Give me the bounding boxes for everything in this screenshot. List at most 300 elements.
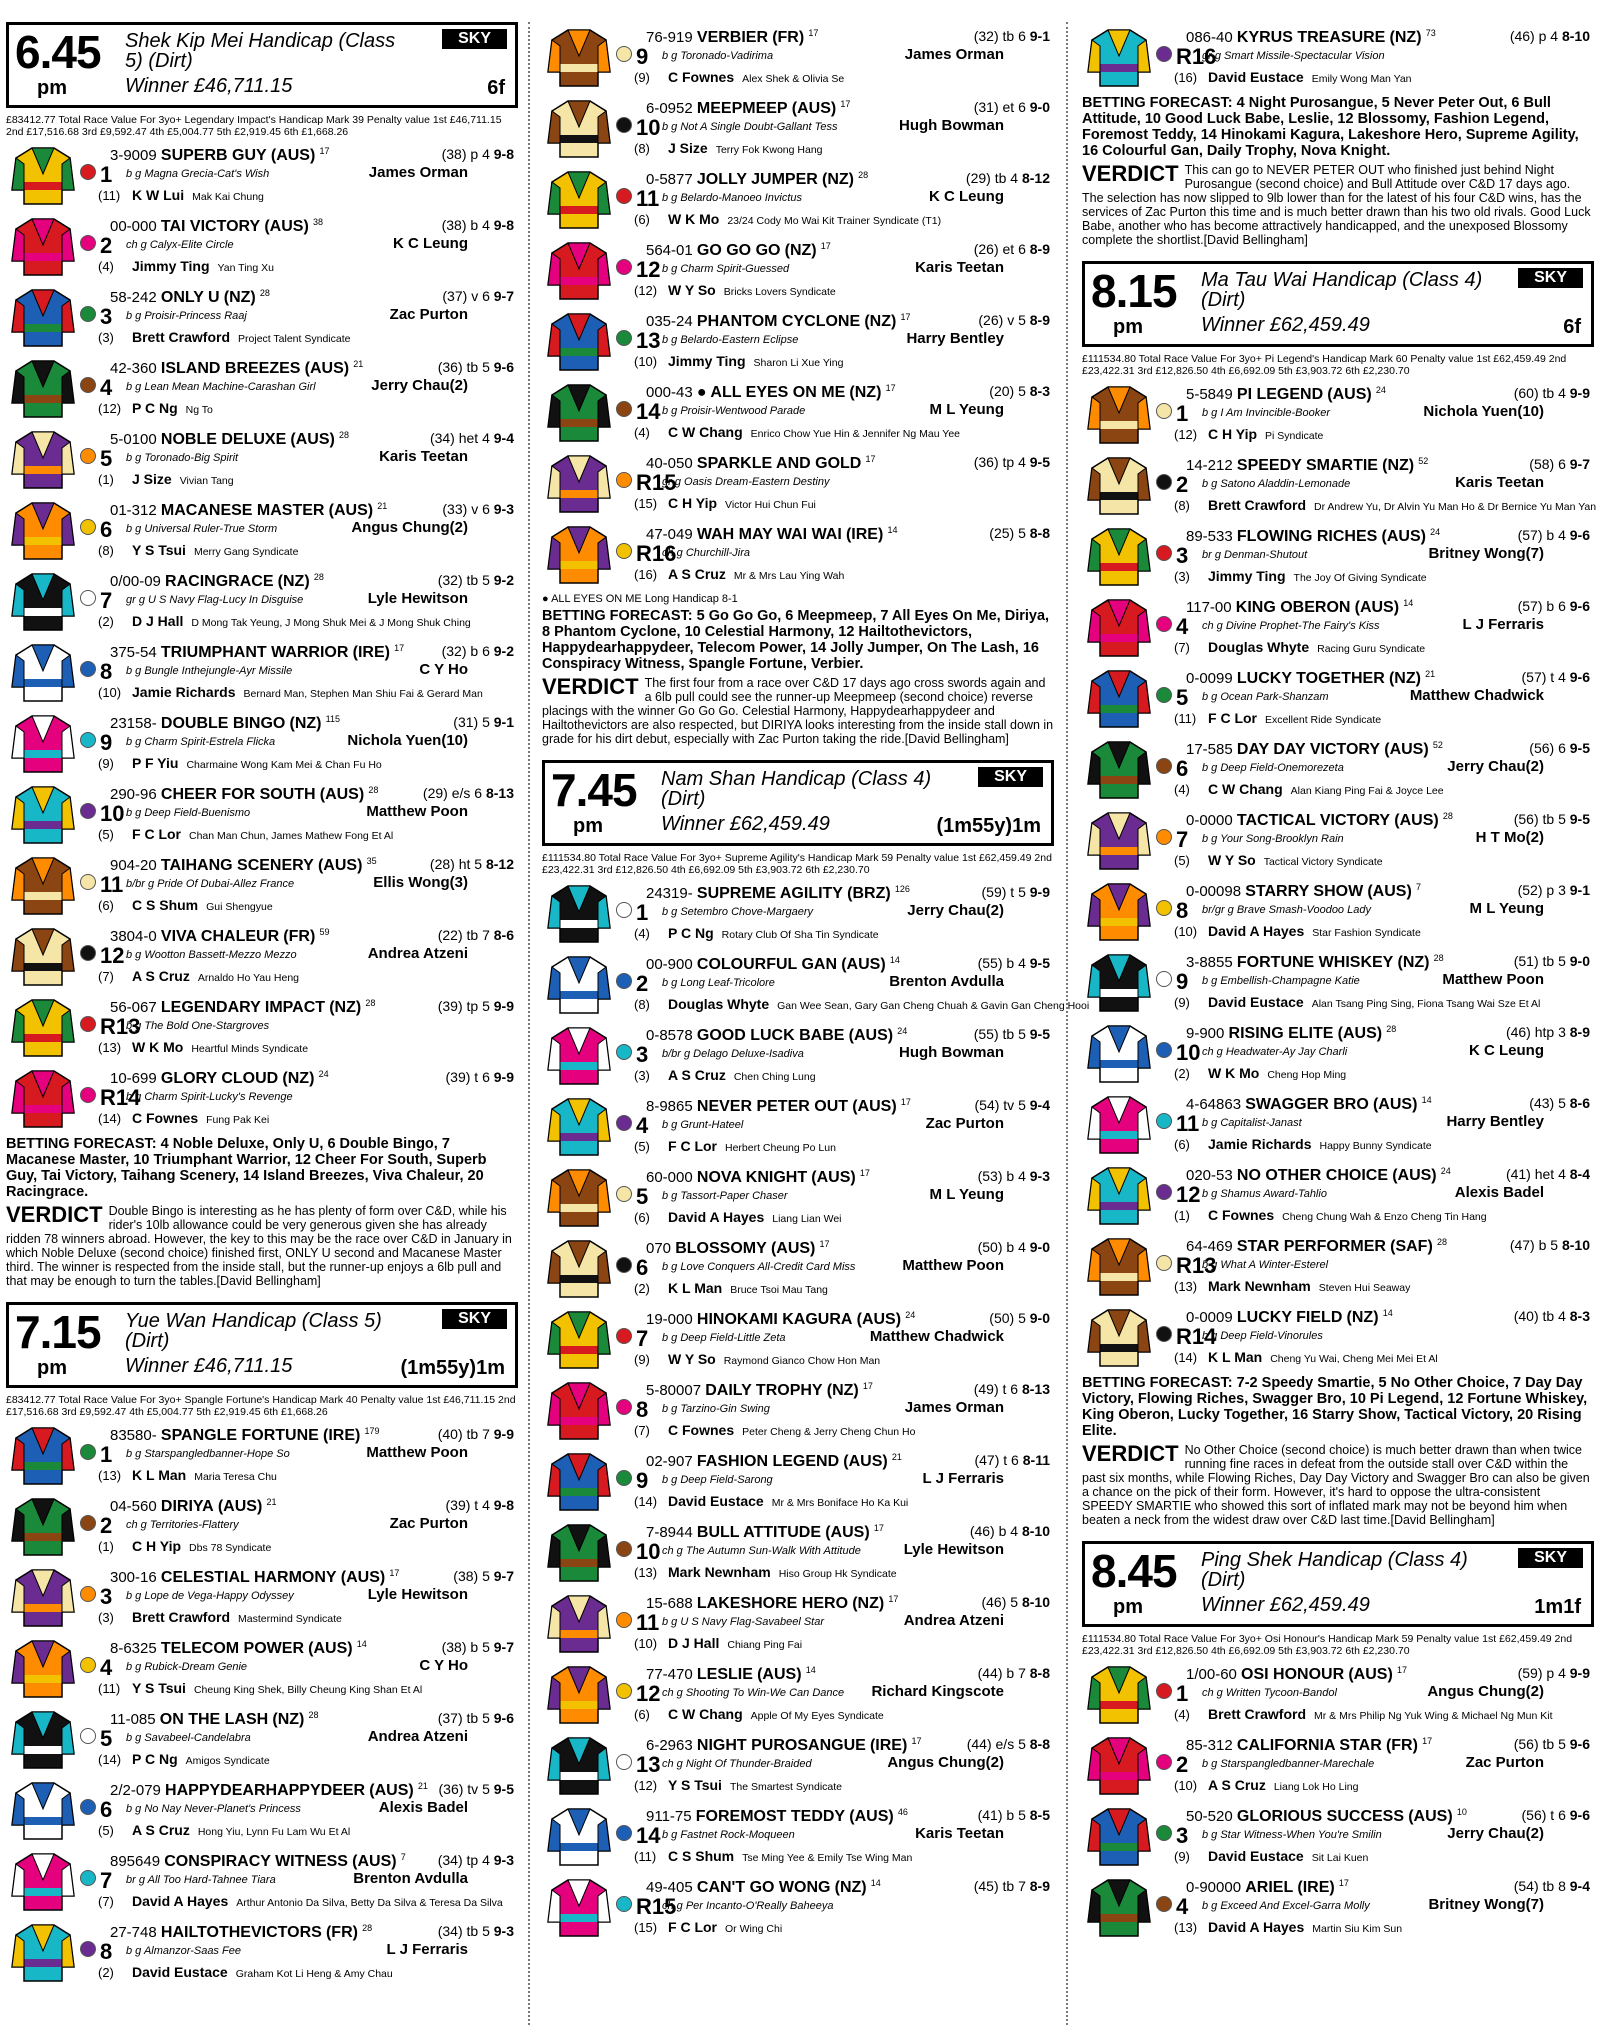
- cap-icon: [616, 472, 632, 488]
- runner-age-gear: tb 4: [1542, 385, 1566, 401]
- runner-form-line: [110, 1069, 329, 1088]
- verdict-text: Double Bingo is interesting as he has plenty of form over C&D, while his rider's 10lb allowance could be very generous given she has already ridden 78 winners abroad. However, the key to this may be the race over C&D in January in which Noble Deluxe (second choice) finished first, ONLY U second and Macanese Master third. The winner is respected from the inside stall, but the runner-up enjoys a 6lb pull and that may be enough to turn the tables.[David Bellingham]: [6, 1204, 512, 1288]
- jockey-silks-icon: [1084, 383, 1154, 445]
- runner-rating: (54): [974, 1097, 1000, 1113]
- runner-owner: Liang Lok Ho Ling: [1273, 1781, 1359, 1793]
- runner-number: 11: [636, 186, 660, 211]
- runner-trainer-line: [668, 1706, 884, 1722]
- cap-icon: [616, 188, 632, 204]
- verdict: [542, 676, 1054, 746]
- runner-form-line: [646, 383, 896, 402]
- runner-weight: 9-2: [493, 572, 514, 588]
- runner-rating-line: [1529, 456, 1590, 472]
- jockey-silks-icon: [1084, 1022, 1154, 1084]
- cap-icon: [80, 945, 96, 961]
- runner-number: 6: [100, 517, 113, 542]
- runner-owner: Hiso Group Hk Syndicate: [778, 1568, 897, 1580]
- jockey-silks-icon: [1084, 454, 1154, 516]
- runner-form: 020-53: [1186, 1167, 1233, 1184]
- runner-form-line: [110, 714, 340, 733]
- runner-owner: The Smartest Syndicate: [729, 1781, 843, 1793]
- runner-rating-line: [1514, 1308, 1590, 1324]
- runner-weight: 9-9: [493, 998, 514, 1014]
- runner-number: 2: [1176, 472, 1189, 497]
- runner-form-line: [110, 501, 387, 520]
- runner-trainer-line: [1208, 639, 1425, 655]
- runner-trainer: Y S Tsui: [132, 1680, 186, 1696]
- cap-icon: [1156, 474, 1172, 490]
- runner-rating-line: [442, 217, 514, 233]
- runner-country: (NZ): [852, 1595, 885, 1612]
- runner-form: 02-907: [646, 1453, 693, 1470]
- runner-form-line: [110, 927, 329, 946]
- runner-form-line: [1186, 1736, 1432, 1755]
- runner-days-since-run: 46: [897, 1807, 908, 1817]
- runner-row: [6, 353, 518, 424]
- runner-age-gear: 6: [1558, 740, 1566, 756]
- runner-breeding: b g Embellish-Champagne Katie: [1202, 975, 1360, 987]
- runner-age-gear: 5: [482, 714, 490, 730]
- runner-days-since-run: 28: [308, 1710, 319, 1720]
- runner-age-gear: tb 7: [466, 927, 490, 943]
- runner-breeding: b g Ocean Park-Shanzam: [1202, 691, 1329, 703]
- runner-draw: (12): [634, 283, 658, 298]
- runner-weight: 8-3: [1569, 1308, 1590, 1324]
- runner-days-since-run: 28: [858, 170, 869, 180]
- runner-form-line: [1186, 882, 1421, 901]
- runner-name: LAKESHORE HERO: [696, 1595, 849, 1612]
- runner-rating-line: [442, 643, 514, 659]
- runner-form-line: [1186, 385, 1386, 404]
- runner-trainer: F C Lor: [132, 826, 181, 842]
- race-distance: (1m55y)1m: [936, 815, 1041, 837]
- runner-draw: (6): [634, 1210, 650, 1225]
- runner-rating: (33): [442, 501, 468, 517]
- runner-rating-line: [423, 785, 514, 801]
- runner-name: ARIEL: [1245, 1879, 1294, 1896]
- runner-rating-line: [1510, 1237, 1590, 1253]
- sky-badge: SKY: [442, 1309, 507, 1329]
- runner-row: [542, 22, 1054, 93]
- runner-name: DIRIYA: [160, 1498, 214, 1515]
- runner-draw: (9): [634, 1352, 650, 1367]
- runner-breeding: b g Proisir-Princess Raaj: [126, 310, 247, 322]
- runner-weight: 9-1: [1029, 28, 1050, 44]
- runner-rating: (40): [437, 1426, 463, 1442]
- runner-breeding: ch g Calyx-Elite Circle: [126, 239, 234, 251]
- runner-jockey: Richard Kingscote: [871, 1683, 1004, 1700]
- runner-form: 0-0000: [1186, 812, 1233, 829]
- runner-number: 4: [100, 375, 113, 400]
- runner-form: 00-900: [646, 956, 693, 973]
- runner-country: (NZ): [1397, 954, 1430, 971]
- runner-trainer-line: [1208, 781, 1444, 797]
- runner-jockey: Brenton Avdulla: [889, 973, 1004, 990]
- runner-draw: (5): [98, 1823, 114, 1838]
- runner-rating-line: [1518, 882, 1590, 898]
- runner-form: 6-2963: [646, 1737, 693, 1754]
- jockey-silks-icon: [544, 953, 614, 1015]
- runner-draw: (2): [634, 1281, 650, 1296]
- runner-form-line: [1186, 1095, 1432, 1114]
- runner-breeding: b g Setembro Chove-Margaery: [662, 906, 814, 918]
- runner-trainer: W Y So: [668, 282, 716, 298]
- cap-icon: [80, 1799, 96, 1815]
- runner-age-gear: t 4: [1550, 669, 1566, 685]
- runner-draw: (12): [634, 1778, 658, 1793]
- runner-owner: Mak Kai Chung: [192, 191, 264, 203]
- runner-form-line: [110, 998, 375, 1017]
- runner-breeding: b g Long Leaf-Tricolore: [662, 977, 775, 989]
- runner-number: 10: [100, 801, 125, 826]
- runner-rating: (60): [1513, 385, 1539, 401]
- runner-rating-line: [442, 1639, 514, 1655]
- jockey-silks-icon: [1084, 1805, 1154, 1867]
- runner-weight: 9-6: [1569, 598, 1590, 614]
- runner-age-gear: t 5: [1010, 884, 1026, 900]
- runner-trainer-line: [668, 1493, 908, 1509]
- cap-icon: [616, 1186, 632, 1202]
- runner-jockey: James Orman: [368, 164, 468, 181]
- runner-jockey: Karis Teetan: [915, 1825, 1004, 1842]
- cap-icon: [80, 1941, 96, 1957]
- runner-row: [542, 164, 1054, 235]
- cap-icon: [616, 1683, 632, 1699]
- runner-rating-line: [974, 1452, 1050, 1468]
- runner-name: LUCKY FIELD: [1236, 1309, 1343, 1326]
- runner-rating-line: [974, 241, 1050, 257]
- runner-row: [1082, 1659, 1594, 1730]
- runner-jockey: Alexis Badel: [378, 1799, 468, 1816]
- runner-form: 3-8855: [1186, 954, 1233, 971]
- runner-draw: (2): [98, 614, 114, 629]
- runner-trainer: Jimmy Ting: [668, 353, 746, 369]
- runner-trainer-line: [1208, 1349, 1438, 1365]
- runner-days-since-run: 24: [1430, 527, 1441, 537]
- runner-name: MACANESE MASTER: [160, 502, 325, 519]
- runner-trainer-line: [1208, 69, 1412, 85]
- runner-form: 19-000: [646, 1311, 693, 1328]
- runner-jockey: Matthew Poon: [1442, 971, 1544, 988]
- cap-icon: [80, 306, 96, 322]
- runner-breeding: gr g Oasis Dream-Eastern Destiny: [662, 476, 830, 488]
- runner-row: [1082, 1302, 1594, 1373]
- runner-country: (AUS): [369, 1782, 414, 1799]
- runner-age-gear: b 6: [470, 643, 490, 659]
- verdict: [1082, 163, 1594, 247]
- runner-trainer: K L Man: [1208, 1349, 1263, 1365]
- race-name: Shek Kip Mei Handicap (Class 5) (Dirt): [125, 30, 396, 72]
- jockey-silks-icon: [8, 1637, 78, 1699]
- runner-row: [542, 519, 1054, 590]
- runner-owner: Bruce Tsoi Mau Tang: [730, 1284, 828, 1296]
- jockey-silks-icon: [544, 97, 614, 159]
- runner-form-line: [1186, 1166, 1451, 1185]
- runner-form: 40-050: [646, 455, 693, 472]
- runner-rating: (31): [973, 99, 999, 115]
- runner-jockey: Jerry Chau(2): [1447, 1825, 1544, 1842]
- runner-country: (NZ): [282, 1070, 315, 1087]
- runner-trainer: P C Ng: [668, 925, 714, 941]
- runner-form-line: [1186, 1308, 1393, 1327]
- runner-rating: (52): [1517, 882, 1543, 898]
- runner-number: 12: [636, 257, 661, 282]
- runner-rating: (57): [1517, 527, 1543, 543]
- runner-breeding: b g Starspangledbanner-Hope So: [126, 1448, 290, 1460]
- runner-breeding: b g Deep Field-Buenismo: [126, 807, 251, 819]
- runner-weight: 8-12: [1021, 170, 1050, 186]
- runner-trainer: A S Cruz: [132, 1822, 190, 1838]
- runner-form-line: [1186, 527, 1440, 546]
- runner-jockey: L J Ferraris: [922, 1470, 1004, 1487]
- jockey-silks-icon: [544, 1805, 614, 1867]
- jockey-silks-icon: [544, 882, 614, 944]
- runner-age-gear: v 5: [1007, 312, 1026, 328]
- cap-icon: [616, 1470, 632, 1486]
- runner-age-gear: tv 5: [467, 1781, 490, 1797]
- runner-jockey: Matthew Poon: [366, 1444, 468, 1461]
- runner-weight: 9-9: [1569, 1665, 1590, 1681]
- runner-breeding: b g Star Witness-When You're Smilin: [1202, 1829, 1382, 1841]
- jockey-silks-icon: [8, 1850, 78, 1912]
- runner-country: (NZ): [822, 171, 854, 188]
- runner-trainer: David Eustace: [1208, 1848, 1304, 1864]
- runner-number: 9: [100, 730, 113, 755]
- runner-owner: Herbert Cheung Po Lun: [725, 1142, 836, 1154]
- runner-number: R16: [636, 541, 677, 566]
- cap-icon: [616, 543, 632, 559]
- runner-age-gear: 5: [1018, 1310, 1026, 1326]
- runner-weight: 9-6: [1569, 1807, 1590, 1823]
- runner-name: FASHION LEGEND: [696, 1453, 840, 1470]
- runner-name: LEGENDARY IMPACT: [160, 999, 326, 1016]
- runner-form: 10-699: [110, 1070, 157, 1087]
- runner-form-line: [646, 1239, 830, 1258]
- runner-country: (NZ): [329, 999, 362, 1016]
- runner-trainer: C H Yip: [1208, 426, 1258, 442]
- runner-country: (NZ): [1388, 670, 1421, 687]
- runner-number: 6: [636, 1255, 649, 1280]
- runner-weight: 9-0: [1029, 99, 1050, 115]
- runner-trainer-line: [668, 996, 1089, 1012]
- runner-row: [542, 1233, 1054, 1304]
- runner-name: VERBIER: [696, 29, 769, 46]
- jockey-silks-icon: [8, 1921, 78, 1983]
- jockey-silks-icon: [1084, 738, 1154, 800]
- runner-breeding: b g Love Conquers All-Credit Card Miss: [662, 1261, 856, 1273]
- jockey-silks-icon: [1084, 1164, 1154, 1226]
- cap-icon: [1156, 403, 1172, 419]
- runner-breeding: b g Tarzino-Gin Swing: [662, 1403, 770, 1415]
- runner-days-since-run: 17: [1338, 1878, 1349, 1888]
- runner-draw: (14): [98, 1111, 122, 1126]
- jockey-silks-icon: [1084, 525, 1154, 587]
- runner-form: 290-96: [110, 786, 157, 803]
- runner-trainer: David A Hayes: [132, 1893, 229, 1909]
- runner-jockey: C Y Ho: [419, 1657, 468, 1674]
- runner-form: 5-80007: [646, 1382, 702, 1399]
- runner-rating-line: [438, 1426, 514, 1442]
- runner-name: COLOURFUL GAN: [696, 956, 838, 973]
- runner-number: R14: [1176, 1324, 1217, 1349]
- runner-weight: 8-3: [1029, 383, 1050, 399]
- runner-owner: Happy Bunny Syndicate: [1319, 1140, 1432, 1152]
- runner-row: [1082, 592, 1594, 663]
- runner-form-line: [646, 1310, 915, 1329]
- runner-trainer: W Y So: [1208, 852, 1256, 868]
- runner-row: [1082, 1160, 1594, 1231]
- runner-weight: 9-7: [493, 1568, 514, 1584]
- cap-icon: [1156, 545, 1172, 561]
- runner-form: 2/2-079: [110, 1782, 161, 1799]
- runner-weight: 9-9: [1569, 385, 1590, 401]
- prize-breakdown: £111534.80 Total Race Value For 3yo+ Supreme Agility's Handicap Mark 59 Penalty value 1st £62,459.49 2nd £23,422.31 3rd £12,826.50 4th £6,692.09 5th £3,903.72 6th £2,230.70: [542, 852, 1052, 876]
- runner-draw: (13): [98, 1040, 122, 1055]
- race-time-suffix: pm: [37, 1357, 67, 1379]
- runner-trainer: David Eustace: [132, 1964, 228, 1980]
- runner-form-line: [110, 1923, 372, 1942]
- runner-form-line: [110, 643, 404, 662]
- runner-country: (AUS): [1384, 741, 1429, 758]
- runner-jockey: K C Leung: [929, 188, 1004, 205]
- runner-weight: 9-3: [1029, 1168, 1050, 1184]
- runner-rating: (26): [978, 312, 1004, 328]
- runner-draw: (14): [98, 1752, 122, 1767]
- runner-country: (FR): [283, 928, 316, 945]
- runner-weight: 8-9: [1569, 1024, 1590, 1040]
- runner-rating: (29): [422, 785, 448, 801]
- runner-draw: (4): [634, 425, 650, 440]
- runner-trainer: Y S Tsui: [132, 542, 186, 558]
- runner-form-line: [110, 1568, 399, 1587]
- runner-rating-line: [1514, 811, 1590, 827]
- runner-jockey: Alexis Badel: [1454, 1184, 1544, 1201]
- jockey-silks-icon: [1084, 1306, 1154, 1368]
- runner-name: NIGHT PUROSANGUE: [696, 1737, 866, 1754]
- runner-trainer: Mark Newnham: [1208, 1278, 1311, 1294]
- runner-trainer: C S Shum: [132, 897, 199, 913]
- runner-trainer-line: [668, 424, 960, 440]
- race-winner-prize: Winner £62,459.49: [1201, 1594, 1370, 1616]
- runner-draw: (12): [1174, 427, 1198, 442]
- runner-age-gear: 5: [1558, 1095, 1566, 1111]
- jockey-silks-icon: [544, 310, 614, 372]
- runner-form: 15-688: [646, 1595, 693, 1612]
- runner-form: 0-8578: [646, 1027, 693, 1044]
- prize-breakdown: £111534.80 Total Race Value For 3yo+ Osi Honour's Handicap Mark 59 Penalty value 1st £62,459.49 2nd £23,422.31 3rd £12,826.50 4th £6,692.09 5th £3,903.72 6th £2,230.70: [1082, 1633, 1573, 1657]
- runner-name: CONSPIRACY WITNESS: [164, 1853, 348, 1870]
- runner-form-line: [110, 1781, 428, 1800]
- jockey-silks-icon: [1084, 1663, 1154, 1725]
- runner-form-line: [1186, 456, 1428, 475]
- runner-draw: (3): [98, 330, 114, 345]
- runner-draw: (6): [98, 898, 114, 913]
- runner-number: 9: [636, 1468, 649, 1493]
- runner-jockey: Angus Chung(2): [887, 1754, 1004, 1771]
- jockey-silks-icon: [1084, 1876, 1154, 1938]
- runner-country: (AUS): [852, 1098, 897, 1115]
- runner-owner: Dr Andrew Yu, Dr Alvin Yu Man Ho & Dr Bernice Yu Man Yan: [1314, 501, 1597, 513]
- runner-owner: Maria Teresa Chu: [194, 1471, 277, 1483]
- runner-rating: (28): [429, 856, 455, 872]
- runner-number: 12: [100, 943, 125, 968]
- runner-age-gear: t 6: [1002, 1381, 1019, 1397]
- jockey-silks-icon: [544, 1379, 614, 1441]
- jockey-silks-icon: [544, 1237, 614, 1299]
- runner-form: 04-560: [110, 1498, 157, 1515]
- runner-breeding: ch g Written Tycoon-Bandol: [1202, 1687, 1337, 1699]
- runner-owner: Arthur Antonio Da Silva, Betty Da Silva & Teresa Da Silva: [236, 1897, 503, 1909]
- runner-jockey: Angus Chung(2): [351, 519, 468, 536]
- runner-form: 76-919: [646, 29, 693, 46]
- runner-rating-line: [453, 1568, 514, 1584]
- runner-trainer: Douglas Whyte: [668, 996, 770, 1012]
- runner-age-gear: tb 4: [1542, 1308, 1566, 1324]
- runner-owner: D Mong Tak Yeung, J Mong Shuk Mei & J Mong Shuk Ching: [191, 617, 471, 629]
- runner-number: 2: [100, 1513, 113, 1538]
- runner-number: 7: [636, 1326, 649, 1351]
- runner-form: 000-43: [646, 384, 693, 401]
- runner-weight: 9-5: [1569, 811, 1590, 827]
- runner-jockey: Nichola Yuen(10): [347, 732, 468, 749]
- runner-country: (IRE): [352, 644, 390, 661]
- runner-rating-line: [975, 1097, 1051, 1113]
- runner-form: 7-8944: [646, 1524, 693, 1541]
- jockey-silks-icon: [544, 1876, 614, 1938]
- runner-rating: (38): [441, 1639, 467, 1655]
- jockey-silks-icon: [544, 1450, 614, 1512]
- runner-draw: (6): [634, 212, 650, 227]
- runner-draw: (5): [634, 1139, 650, 1154]
- runner-number: 14: [636, 1823, 661, 1848]
- runner-rating-line: [1514, 953, 1590, 969]
- runner-draw: (15): [634, 1920, 658, 1935]
- runner-draw: (8): [1174, 498, 1190, 513]
- runner-trainer-line: [668, 495, 816, 511]
- runner-name: WAH MAY WAI WAI: [696, 526, 842, 543]
- runner-name: HAILTOTHEVICTORS: [160, 1924, 322, 1941]
- runner-form: 564-01: [646, 242, 693, 259]
- runner-trainer-line: [668, 1564, 897, 1580]
- runner-number: 8: [1176, 898, 1189, 923]
- runner-age-gear: tb 5: [1542, 953, 1566, 969]
- runner-rating-line: [967, 1736, 1050, 1752]
- runner-age-gear: t 6: [474, 1069, 490, 1085]
- runner-owner: Enrico Chow Yue Hin & Jennifer Ng Mau Yee: [750, 428, 961, 440]
- runner-rating: (38): [441, 217, 467, 233]
- runner-number: 1: [100, 1442, 113, 1467]
- cap-icon: [80, 661, 96, 677]
- cap-icon: [616, 1257, 632, 1273]
- runner-age-gear: t 4: [474, 1497, 490, 1513]
- runner-number: 5: [100, 446, 113, 471]
- runner-draw: (1): [98, 1539, 114, 1554]
- runner-breeding: b g Magna Grecia-Cat's Wish: [126, 168, 270, 180]
- runner-days-since-run: 17: [900, 1097, 911, 1107]
- runner-trainer-line: [668, 1209, 842, 1225]
- runner-form: 89-533: [1186, 528, 1233, 545]
- runner-number: 5: [100, 1726, 113, 1751]
- runner-country: (NZ): [864, 313, 897, 330]
- runner-trainer: C Fownes: [668, 69, 735, 85]
- runner-form: 42-360: [110, 360, 157, 377]
- runner-draw: (8): [634, 141, 650, 156]
- runner-jockey: H T Mo(2): [1475, 829, 1544, 846]
- runner-row: [542, 377, 1054, 448]
- runner-trainer: A S Cruz: [1208, 1777, 1266, 1793]
- runner-trainer: K L Man: [668, 1280, 723, 1296]
- runner-trainer: David A Hayes: [1208, 923, 1305, 939]
